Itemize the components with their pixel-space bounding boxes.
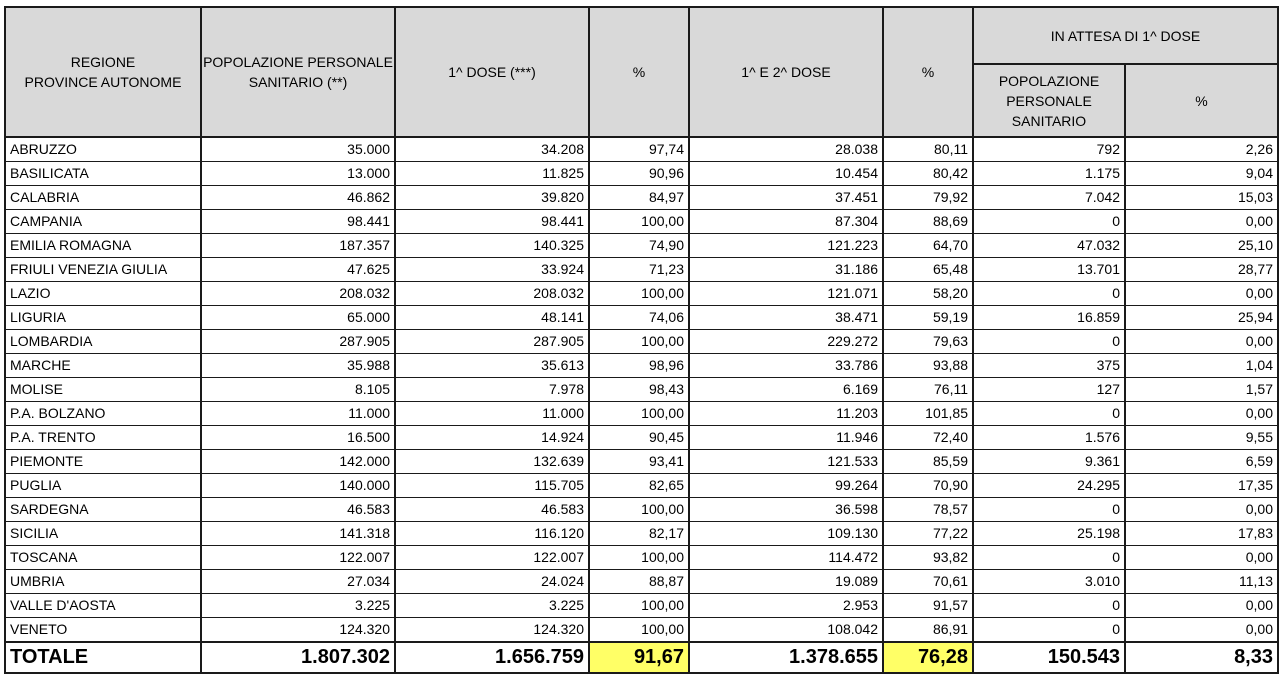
col-header-pct3: %	[1125, 64, 1278, 137]
cell-attesa: 0	[973, 498, 1125, 522]
table-row	[5, 162, 1278, 186]
table-row	[5, 210, 1278, 234]
cell-regione: EMILIA ROMAGNA	[5, 234, 201, 258]
cell-attesa: 0	[973, 402, 1125, 426]
cell-pct2: 80,11	[883, 137, 973, 162]
table-row	[5, 546, 1278, 570]
cell-attesa: 3.010	[973, 570, 1125, 594]
cell-popolazione: 47.625	[201, 258, 395, 282]
cell-regione: CALABRIA	[5, 186, 201, 210]
cell-regione: CAMPANIA	[5, 210, 201, 234]
cell-seconda-dose: 108.042	[689, 618, 883, 643]
cell-seconda-dose: 11.946	[689, 426, 883, 450]
cell-attesa: 47.032	[973, 234, 1125, 258]
cell-pct3: 9,55	[1125, 426, 1278, 450]
cell-prima-dose: 132.639	[395, 450, 589, 474]
col-header-popolazione-line2: SANITARIO (**)	[248, 74, 348, 90]
cell-attesa: 9.361	[973, 450, 1125, 474]
cell-attesa: 25.198	[973, 522, 1125, 546]
cell-pct2: 91,57	[883, 594, 973, 618]
table-row	[5, 474, 1278, 498]
table-row	[5, 378, 1278, 402]
cell-pct1: 98,43	[589, 378, 689, 402]
cell-seconda-dose: 99.264	[689, 474, 883, 498]
cell-pct2: 88,69	[883, 210, 973, 234]
totale-pct3: 8,33	[1125, 642, 1278, 673]
cell-prima-dose: 124.320	[395, 618, 589, 643]
cell-prima-dose: 122.007	[395, 546, 589, 570]
cell-pct1: 100,00	[589, 330, 689, 354]
cell-pct3: 28,77	[1125, 258, 1278, 282]
cell-pct1: 82,65	[589, 474, 689, 498]
cell-seconda-dose: 28.038	[689, 137, 883, 162]
cell-pct3: 0,00	[1125, 282, 1278, 306]
cell-pct1: 74,06	[589, 306, 689, 330]
table-row	[5, 402, 1278, 426]
cell-pct1: 97,74	[589, 137, 689, 162]
cell-popolazione: 35.988	[201, 354, 395, 378]
cell-pct3: 0,00	[1125, 498, 1278, 522]
cell-popolazione: 65.000	[201, 306, 395, 330]
cell-prima-dose: 115.705	[395, 474, 589, 498]
cell-prima-dose: 11.000	[395, 402, 589, 426]
cell-popolazione: 16.500	[201, 426, 395, 450]
cell-attesa: 1.175	[973, 162, 1125, 186]
cell-pct1: 100,00	[589, 402, 689, 426]
cell-seconda-dose: 36.598	[689, 498, 883, 522]
cell-regione: ABRUZZO	[5, 137, 201, 162]
cell-attesa: 13.701	[973, 258, 1125, 282]
cell-seconda-dose: 229.272	[689, 330, 883, 354]
cell-pct2: 79,63	[883, 330, 973, 354]
cell-regione: PUGLIA	[5, 474, 201, 498]
cell-pct1: 100,00	[589, 210, 689, 234]
cell-pct3: 0,00	[1125, 618, 1278, 643]
table-row	[5, 570, 1278, 594]
cell-pct1: 71,23	[589, 258, 689, 282]
cell-regione: SARDEGNA	[5, 498, 201, 522]
cell-prima-dose: 24.024	[395, 570, 589, 594]
cell-attesa: 127	[973, 378, 1125, 402]
cell-popolazione: 46.583	[201, 498, 395, 522]
cell-pct1: 100,00	[589, 282, 689, 306]
cell-popolazione: 287.905	[201, 330, 395, 354]
cell-regione: LIGURIA	[5, 306, 201, 330]
cell-pct1: 82,17	[589, 522, 689, 546]
cell-pct1: 100,00	[589, 498, 689, 522]
cell-pct3: 0,00	[1125, 402, 1278, 426]
cell-attesa: 0	[973, 282, 1125, 306]
cell-pct2: 93,82	[883, 546, 973, 570]
cell-pct3: 0,00	[1125, 546, 1278, 570]
cell-regione: PIEMONTE	[5, 450, 201, 474]
cell-prima-dose: 33.924	[395, 258, 589, 282]
cell-seconda-dose: 121.071	[689, 282, 883, 306]
table-row	[5, 450, 1278, 474]
col-header-attesa-pop-line3: SANITARIO	[1011, 112, 1087, 129]
cell-seconda-dose: 10.454	[689, 162, 883, 186]
cell-popolazione: 27.034	[201, 570, 395, 594]
cell-popolazione: 98.441	[201, 210, 395, 234]
cell-regione: UMBRIA	[5, 570, 201, 594]
totale-pct1: 91,67	[589, 642, 689, 673]
cell-popolazione: 208.032	[201, 282, 395, 306]
table-header	[5, 7, 1278, 137]
cell-pct3: 0,00	[1125, 210, 1278, 234]
cell-attesa: 0	[973, 594, 1125, 618]
cell-prima-dose: 11.825	[395, 162, 589, 186]
col-header-regione-line2: PROVINCE AUTONOME	[24, 74, 182, 90]
cell-pct2: 85,59	[883, 450, 973, 474]
totale-attesa: 150.543	[973, 642, 1125, 673]
cell-popolazione: 8.105	[201, 378, 395, 402]
cell-regione: TOSCANA	[5, 546, 201, 570]
cell-pct3: 25,94	[1125, 306, 1278, 330]
cell-pct3: 2,26	[1125, 137, 1278, 162]
cell-pct2: 65,48	[883, 258, 973, 282]
table-row	[5, 234, 1278, 258]
table-body	[5, 137, 1278, 673]
cell-pct3: 1,04	[1125, 354, 1278, 378]
totale-popolazione: 1.807.302	[201, 642, 395, 673]
cell-popolazione: 122.007	[201, 546, 395, 570]
cell-regione: P.A. TRENTO	[5, 426, 201, 450]
cell-pct3: 17,83	[1125, 522, 1278, 546]
cell-seconda-dose: 121.533	[689, 450, 883, 474]
cell-pct1: 98,96	[589, 354, 689, 378]
vaccination-table	[4, 6, 1279, 674]
cell-attesa: 0	[973, 618, 1125, 643]
cell-attesa: 0	[973, 210, 1125, 234]
cell-pct3: 15,03	[1125, 186, 1278, 210]
col-header-in-attesa: IN ATTESA DI 1^ DOSE	[973, 7, 1278, 64]
cell-popolazione: 187.357	[201, 234, 395, 258]
cell-prima-dose: 34.208	[395, 137, 589, 162]
cell-pct2: 70,61	[883, 570, 973, 594]
col-header-regione	[5, 7, 201, 137]
cell-pct1: 74,90	[589, 234, 689, 258]
cell-attesa: 792	[973, 137, 1125, 162]
col-header-prima-seconda-dose: 1^ E 2^ DOSE	[689, 7, 883, 137]
cell-attesa: 16.859	[973, 306, 1125, 330]
cell-pct2: 72,40	[883, 426, 973, 450]
col-header-pct2: %	[883, 7, 973, 137]
cell-seconda-dose: 38.471	[689, 306, 883, 330]
cell-seconda-dose: 2.953	[689, 594, 883, 618]
cell-regione: VENETO	[5, 618, 201, 643]
cell-prima-dose: 35.613	[395, 354, 589, 378]
cell-seconda-dose: 109.130	[689, 522, 883, 546]
cell-pct2: 79,92	[883, 186, 973, 210]
cell-popolazione: 124.320	[201, 618, 395, 643]
cell-popolazione: 13.000	[201, 162, 395, 186]
table-row	[5, 306, 1278, 330]
cell-pct2: 93,88	[883, 354, 973, 378]
table-row	[5, 594, 1278, 618]
table-row	[5, 330, 1278, 354]
cell-seconda-dose: 11.203	[689, 402, 883, 426]
cell-seconda-dose: 114.472	[689, 546, 883, 570]
totale-row	[5, 642, 1278, 673]
cell-pct2: 58,20	[883, 282, 973, 306]
cell-attesa: 24.295	[973, 474, 1125, 498]
cell-popolazione: 142.000	[201, 450, 395, 474]
cell-regione: P.A. BOLZANO	[5, 402, 201, 426]
cell-prima-dose: 48.141	[395, 306, 589, 330]
cell-regione: MOLISE	[5, 378, 201, 402]
cell-pct3: 9,04	[1125, 162, 1278, 186]
cell-pct3: 17,35	[1125, 474, 1278, 498]
cell-popolazione: 3.225	[201, 594, 395, 618]
cell-attesa: 375	[973, 354, 1125, 378]
cell-pct1: 100,00	[589, 546, 689, 570]
table-row	[5, 354, 1278, 378]
cell-pct1: 84,97	[589, 186, 689, 210]
cell-pct3: 0,00	[1125, 330, 1278, 354]
table-row	[5, 137, 1278, 162]
cell-attesa: 7.042	[973, 186, 1125, 210]
cell-attesa: 0	[973, 546, 1125, 570]
col-header-attesa-pop-line2: PERSONALE	[1006, 92, 1092, 109]
cell-seconda-dose: 121.223	[689, 234, 883, 258]
cell-pct3: 6,59	[1125, 450, 1278, 474]
cell-pct1: 93,41	[589, 450, 689, 474]
table-row	[5, 258, 1278, 282]
cell-regione: VALLE D'AOSTA	[5, 594, 201, 618]
table-row	[5, 618, 1278, 643]
col-header-attesa-popolazione	[973, 64, 1125, 137]
col-header-pct1: %	[589, 7, 689, 137]
table-row	[5, 282, 1278, 306]
cell-prima-dose: 46.583	[395, 498, 589, 522]
cell-pct1: 90,96	[589, 162, 689, 186]
cell-pct1: 100,00	[589, 594, 689, 618]
table-row	[5, 522, 1278, 546]
cell-popolazione: 140.000	[201, 474, 395, 498]
cell-popolazione: 141.318	[201, 522, 395, 546]
cell-pct2: 59,19	[883, 306, 973, 330]
cell-pct2: 70,90	[883, 474, 973, 498]
cell-pct3: 25,10	[1125, 234, 1278, 258]
cell-pct2: 64,70	[883, 234, 973, 258]
cell-prima-dose: 98.441	[395, 210, 589, 234]
cell-attesa: 1.576	[973, 426, 1125, 450]
cell-prima-dose: 39.820	[395, 186, 589, 210]
cell-popolazione: 11.000	[201, 402, 395, 426]
col-header-popolazione	[201, 7, 395, 137]
cell-regione: FRIULI VENEZIA GIULIA	[5, 258, 201, 282]
cell-pct1: 100,00	[589, 618, 689, 643]
cell-seconda-dose: 19.089	[689, 570, 883, 594]
cell-regione: MARCHE	[5, 354, 201, 378]
cell-pct2: 77,22	[883, 522, 973, 546]
cell-pct3: 0,00	[1125, 594, 1278, 618]
cell-popolazione: 46.862	[201, 186, 395, 210]
cell-seconda-dose: 87.304	[689, 210, 883, 234]
cell-regione: LAZIO	[5, 282, 201, 306]
cell-prima-dose: 116.120	[395, 522, 589, 546]
col-header-regione-line1: REGIONE	[70, 54, 136, 70]
totale-prima-dose: 1.656.759	[395, 642, 589, 673]
col-header-popolazione-line1: POPOLAZIONE PERSONALE	[203, 54, 393, 70]
col-header-prima-dose: 1^ DOSE (***)	[395, 7, 589, 137]
table-row	[5, 426, 1278, 450]
cell-regione: SICILIA	[5, 522, 201, 546]
cell-seconda-dose: 31.186	[689, 258, 883, 282]
table-row	[5, 186, 1278, 210]
cell-pct2: 76,11	[883, 378, 973, 402]
cell-prima-dose: 14.924	[395, 426, 589, 450]
table-row	[5, 498, 1278, 522]
cell-seconda-dose: 6.169	[689, 378, 883, 402]
cell-popolazione: 35.000	[201, 137, 395, 162]
cell-prima-dose: 287.905	[395, 330, 589, 354]
cell-prima-dose: 140.325	[395, 234, 589, 258]
cell-pct1: 88,87	[589, 570, 689, 594]
cell-prima-dose: 208.032	[395, 282, 589, 306]
cell-pct3: 11,13	[1125, 570, 1278, 594]
cell-prima-dose: 7.978	[395, 378, 589, 402]
totale-label: TOTALE	[5, 642, 201, 673]
cell-seconda-dose: 33.786	[689, 354, 883, 378]
cell-regione: BASILICATA	[5, 162, 201, 186]
totale-seconda-dose: 1.378.655	[689, 642, 883, 673]
col-header-attesa-pop-line1: POPOLAZIONE	[998, 72, 1100, 89]
cell-pct2: 78,57	[883, 498, 973, 522]
cell-seconda-dose: 37.451	[689, 186, 883, 210]
cell-pct2: 86,91	[883, 618, 973, 643]
cell-pct2: 101,85	[883, 402, 973, 426]
cell-regione: LOMBARDIA	[5, 330, 201, 354]
totale-pct2: 76,28	[883, 642, 973, 673]
cell-pct1: 90,45	[589, 426, 689, 450]
cell-prima-dose: 3.225	[395, 594, 589, 618]
cell-pct3: 1,57	[1125, 378, 1278, 402]
cell-attesa: 0	[973, 330, 1125, 354]
cell-pct2: 80,42	[883, 162, 973, 186]
